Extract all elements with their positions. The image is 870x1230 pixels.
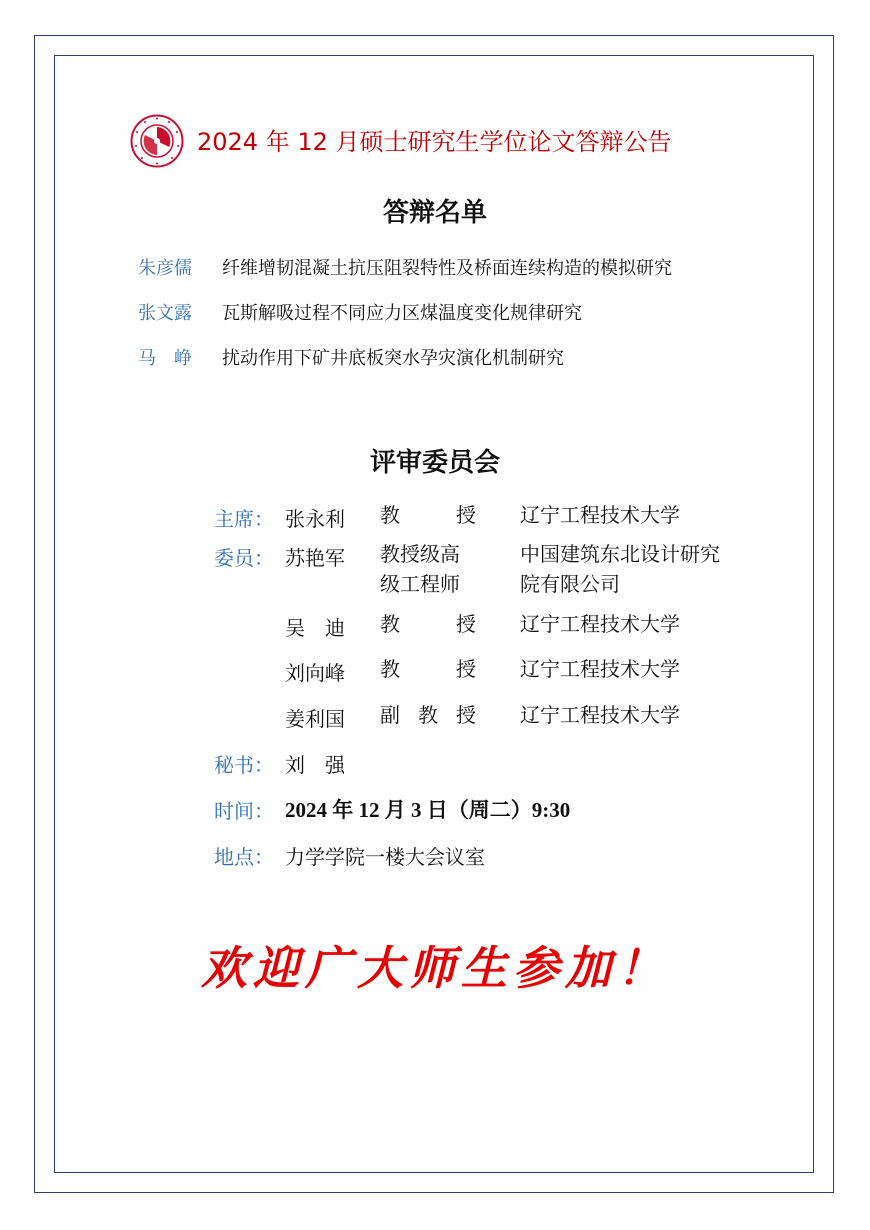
student-name: 马 峥 bbox=[138, 348, 192, 369]
defense-list-heading: 答辩名单 bbox=[382, 198, 487, 228]
member-name: 姜利国 bbox=[285, 707, 345, 731]
secretary-name: 刘 强 bbox=[285, 753, 345, 777]
member-name: 吴 迪 bbox=[285, 616, 345, 640]
member-title: 教 授 bbox=[380, 657, 476, 681]
defense-time: 2024 年 12 月 3 日（周二）9:30 bbox=[285, 798, 571, 822]
member-organization: 辽宁工程技术大学 bbox=[520, 703, 680, 727]
defense-location: 力学学院一楼大会议室 bbox=[285, 845, 485, 869]
members-label: 委员： bbox=[214, 546, 274, 570]
member-title: 教 授 bbox=[380, 612, 476, 636]
chair-title: 教 授 bbox=[380, 503, 476, 527]
chair-name: 张永利 bbox=[285, 507, 345, 531]
secretary-label: 秘书： bbox=[214, 753, 274, 777]
student-name: 朱彦儒 bbox=[138, 258, 192, 279]
welcome-message: 欢迎广大师生参加！ bbox=[201, 941, 669, 995]
member-name: 苏艳军 bbox=[285, 546, 345, 570]
chair-organization: 辽宁工程技术大学 bbox=[520, 503, 680, 527]
member-organization: 辽宁工程技术大学 bbox=[520, 612, 680, 636]
member-name: 刘向峰 bbox=[285, 661, 345, 685]
location-label: 地点： bbox=[214, 845, 274, 869]
student-name: 张文露 bbox=[138, 303, 192, 324]
member-organization: 中国建筑东北设计研究院有限公司 bbox=[520, 542, 720, 596]
thesis-topic: 纤维增韧混凝土抗压阻裂特性及桥面连续构造的模拟研究 bbox=[222, 258, 672, 279]
member-organization: 辽宁工程技术大学 bbox=[520, 657, 680, 681]
member-title: 教授级高级工程师 bbox=[380, 542, 460, 596]
chair-label: 主席： bbox=[214, 507, 274, 531]
committee-heading: 评审委员会 bbox=[369, 448, 500, 478]
member-title: 副 教 授 bbox=[380, 703, 476, 727]
announcement-title: 2024 年 12 月硕士研究生学位论文答辩公告 bbox=[197, 128, 672, 156]
university-logo-icon bbox=[130, 114, 184, 168]
thesis-topic: 扰动作用下矿井底板突水孕灾演化机制研究 bbox=[222, 348, 564, 369]
thesis-topic: 瓦斯解吸过程不同应力区煤温度变化规律研究 bbox=[222, 303, 582, 324]
time-label: 时间： bbox=[214, 799, 274, 823]
